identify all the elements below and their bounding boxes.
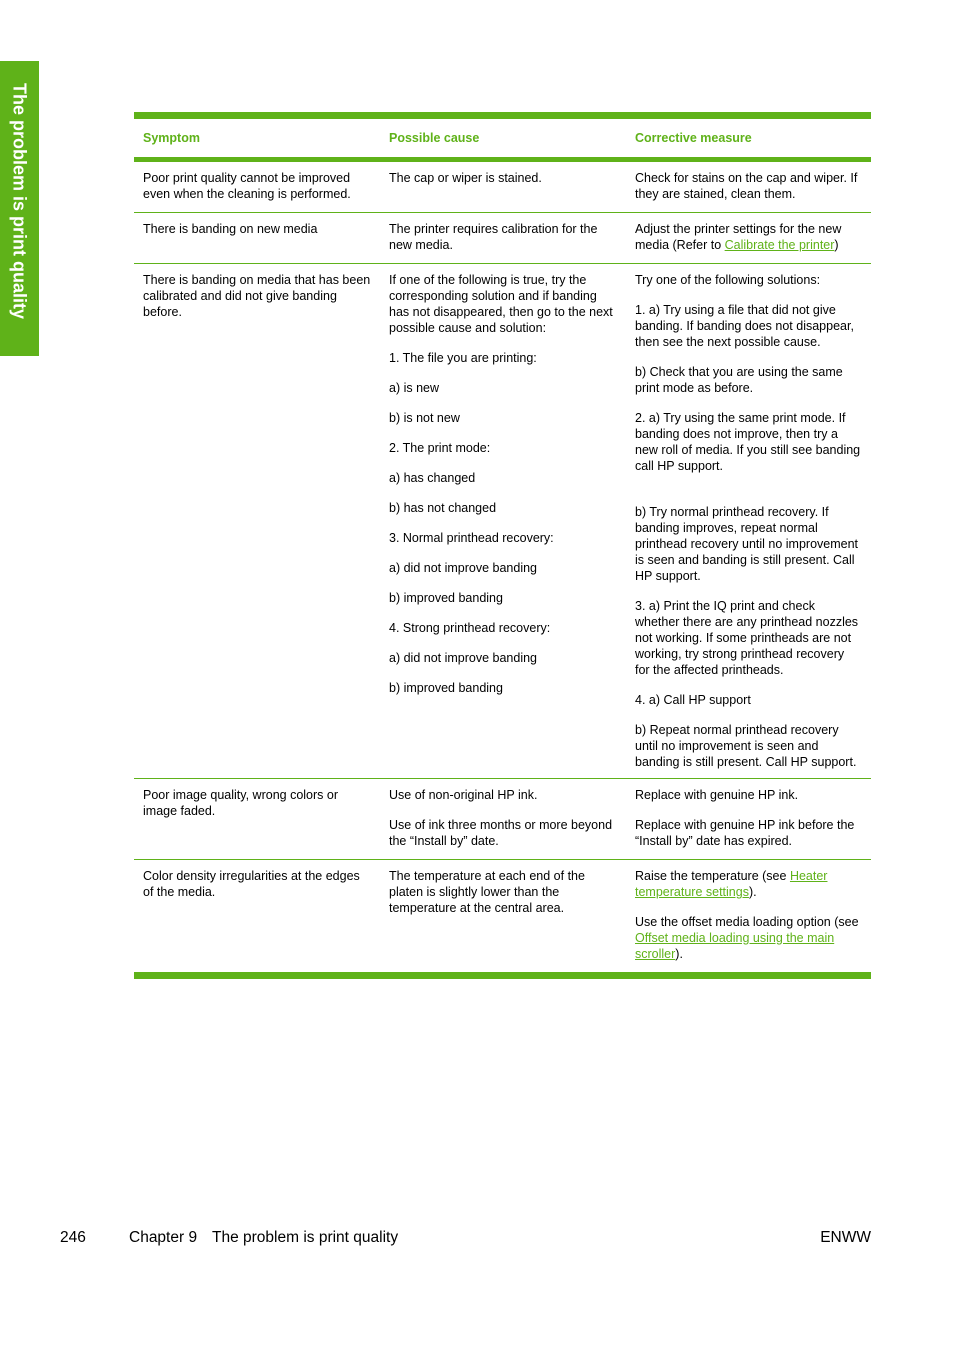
symptom-cell: Poor image quality, wrong colors or image faded. <box>143 788 338 818</box>
table-row <box>134 213 871 264</box>
measure-cell: Replace with genuine HP ink. Replace with genuine HP ink before the “Install by” date has expired. <box>635 788 855 848</box>
measure-cell: Check for stains on the cap and wiper. If they are stained, clean them. <box>635 171 858 201</box>
table-top-rule <box>134 112 871 119</box>
cause-cell: The printer requires calibration for the new media. <box>389 222 598 252</box>
calibrate-printer-link[interactable]: Calibrate the printer <box>724 238 835 252</box>
header-corrective-measure: Corrective measure <box>635 131 752 145</box>
table-row <box>134 264 871 779</box>
symptom-cell: There is banding on media that has been calibrated and did not give banding before. <box>143 273 371 319</box>
symptom-cell: There is banding on new media <box>143 222 318 236</box>
table-row <box>134 860 871 972</box>
table-row <box>134 162 871 213</box>
cause-cell: The cap or wiper is stained. <box>389 171 542 185</box>
cause-cell: Use of non-original HP ink. Use of ink three months or more beyond the “Install by” date. <box>389 788 613 848</box>
chapter-side-tab-label: The problem is print quality <box>9 83 30 320</box>
measure-cell: Adjust the printer settings for the new media (Refer to Calibrate the printer) <box>635 222 842 252</box>
table-header-row <box>134 119 871 162</box>
footer-chapter: Chapter 9 <box>129 1229 198 1246</box>
footer-chapter-title: The problem is print quality <box>212 1229 399 1246</box>
measure-cell: Raise the temperature (see Heater temperature settings). Use the offset media loading option (see Offset media loading using the main scroller). <box>635 869 859 961</box>
heater-temperature-settings-link[interactable]: Heater temperature settings <box>635 869 828 899</box>
footer-doc-code: ENWW <box>820 1229 871 1246</box>
measure-cell: Try one of the following solutions: 1. a) Try using a file that did not give banding. If banding does not disappear, then see the next possible cause. b) Check that you are using the same print mode as before. 2. a) Try using the same print mode. If banding does not improve, then try a new roll of media. If you still see banding call HP support. b) Try normal printhead recovery. If banding improves, repeat normal printhead recovery until no improvement is seen and banding is still present. Call HP support. 3. a) Print the IQ print and check whether there are any printhead nozzles not working. If some printheads are not working, try strong printhead recovery for the affected printheads. 4. a) Call HP support b) Repeat normal printhead recovery until no improvement is seen and banding is still present. Call HP support. <box>635 273 861 769</box>
symptom-cell: Poor print quality cannot be improved even when the cleaning is performed. <box>143 171 351 201</box>
symptom-cell: Color density irregularities at the edges of the media. <box>143 869 360 899</box>
table-row <box>134 779 871 860</box>
cause-cell: The temperature at each end of the platen is slightly lower than the temperature at the central area. <box>389 869 585 915</box>
page-number: 246 <box>60 1229 86 1246</box>
header-symptom: Symptom <box>143 131 200 145</box>
table-bottom-rule <box>134 972 871 979</box>
troubleshooting-table <box>134 112 871 979</box>
header-possible-cause: Possible cause <box>389 131 480 145</box>
cause-cell: If one of the following is true, try the corresponding solution and if banding has not disappeared, then go to the next possible cause and solution: 1. The file you are printing: a) is new b) is not new 2. The print mode: a) has changed b) has not changed 3. Normal printhead recovery: a) did not improve banding b) improved banding 4. Strong printhead recovery: a) did not improve banding b) improved banding <box>389 273 613 695</box>
offset-media-loading-link[interactable]: Offset media loading using the main scroller <box>635 931 835 961</box>
